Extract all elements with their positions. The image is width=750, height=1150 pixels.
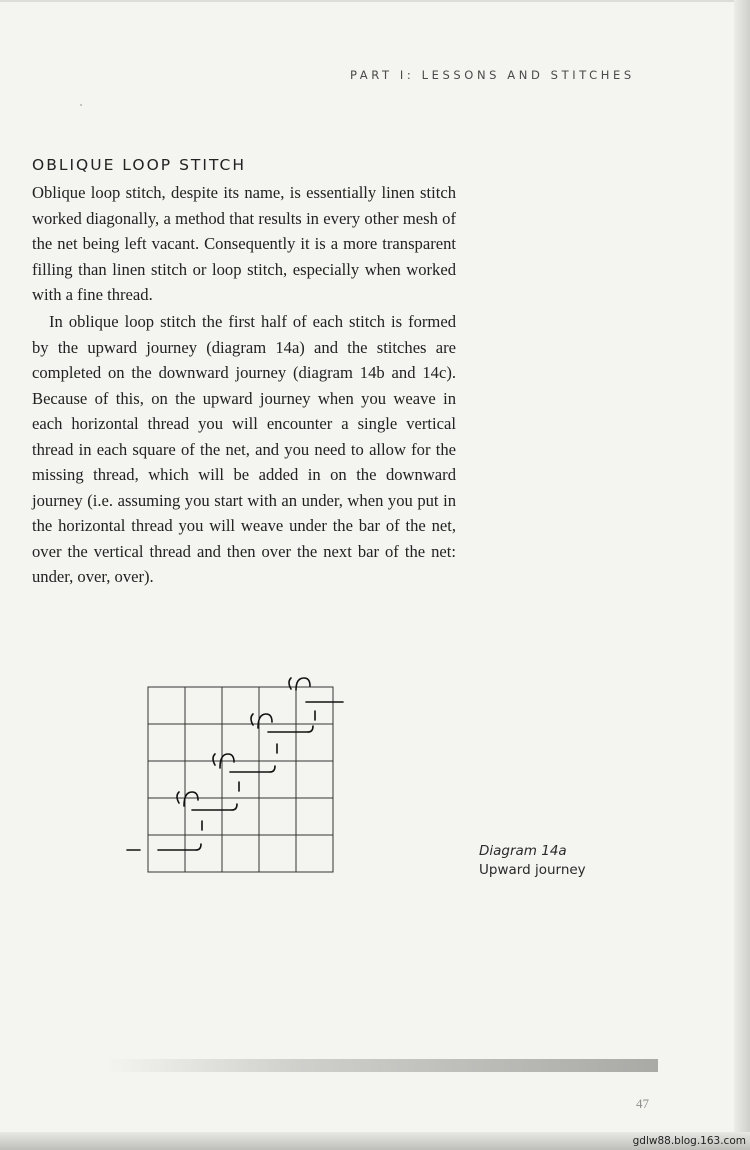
page-edge-shadow [734, 0, 750, 1150]
body-paragraph-2: In oblique loop stitch the first half of each stitch is formed by the upward journey (diagram 14a) and the stitches are completed on the downward journey (diagram 14b and 14c). Because of this, on the upward journey when you weave in each horizontal thread you will encounter a single vertical thread in each square of the net, and you need to allow for the missing thread, which will be added in on the downward journey (i.e. assuming you start with an under, when you put in the horizontal thread you will weave under the bar of the net, over the vertical thread and then over the next bar of the net: under, over, over). [32, 312, 456, 586]
running-head: PART I: LESSONS AND STITCHES [350, 68, 635, 82]
thread-path [127, 678, 343, 850]
net-grid [148, 687, 333, 872]
footer-rule [105, 1059, 658, 1072]
watermark: gdlw88.blog.163.com [632, 1135, 746, 1147]
figure-caption-text: Upward journey [479, 862, 586, 878]
page-number: 47 [636, 1096, 649, 1111]
body-paragraph-1: Oblique loop stitch, despite its name, is essentially linen stitch worked diagonally, a method that results in every other mesh of the net being left vacant. Consequently it is a more transparent filling than linen stitch or loop stitch, especially when worked with a fine thread. [32, 183, 456, 304]
scan-speck [80, 104, 82, 106]
figure-label: Diagram 14a [479, 843, 567, 859]
stitch-diagram [120, 670, 350, 880]
scan-edge [0, 0, 750, 2]
figure-caption [479, 842, 586, 880]
section-heading: OBLIQUE LOOP STITCH [32, 156, 246, 174]
